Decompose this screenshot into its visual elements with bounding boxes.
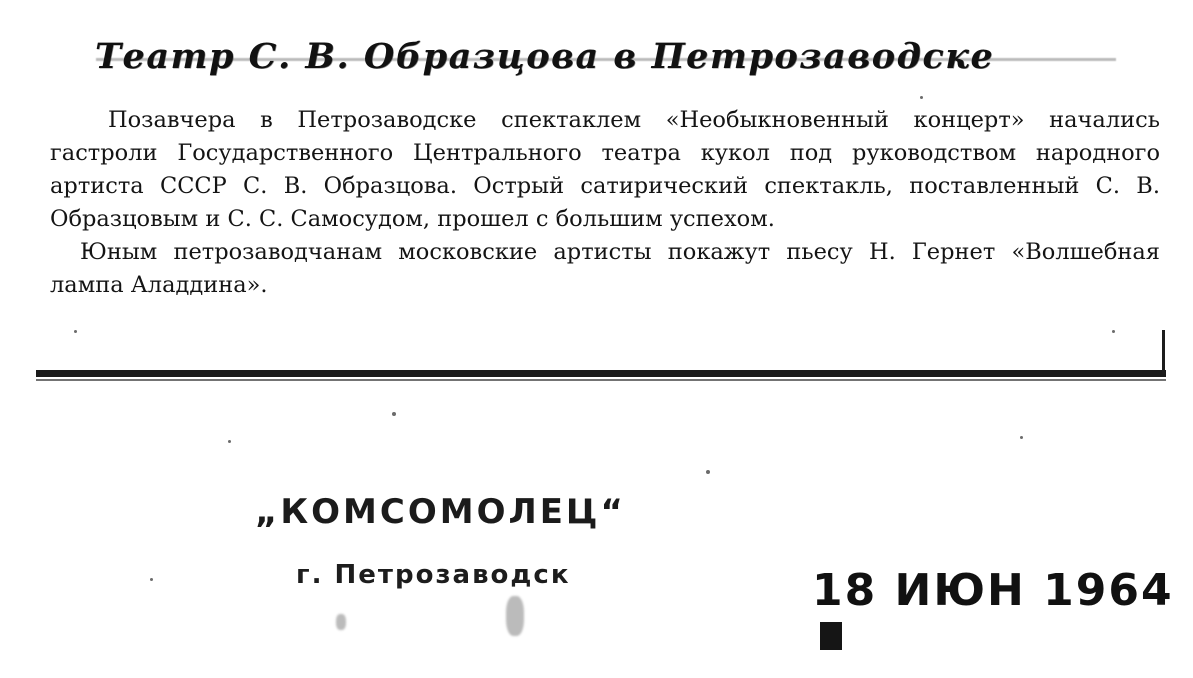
headline-smudge — [96, 58, 1116, 61]
clipping-bottom-rule — [36, 370, 1166, 377]
paper-speck — [1020, 436, 1023, 439]
article-headline: Театр С. В. Образцова в Петрозаводске — [95, 36, 995, 77]
paper-speck — [228, 440, 231, 443]
stamp-city: г. Петрозаводск — [296, 560, 571, 590]
paper-speck — [74, 330, 77, 333]
stamp-block — [0, 400, 1193, 678]
paper-speck — [706, 470, 710, 474]
ink-smudge — [506, 596, 524, 636]
clipping-bottom-rule-secondary — [36, 379, 1166, 381]
article-paragraph: Позавчера в Петрозаводске спектаклем «Необыкновенный концерт» начались гастроли Государственного Центрального театра кукол под руководством народного артиста СССР С. В. Образцова. Острый сатирический спектакль, поставленный С. В. Образцовым и С. С. Самосудом, прошел с большим успехом. — [50, 107, 1160, 232]
paper-speck — [920, 96, 923, 99]
clipping-edge-tick — [1162, 330, 1165, 374]
stamp-date-ink-blot — [820, 622, 842, 650]
ink-smudge — [336, 614, 346, 630]
paper-speck — [392, 412, 396, 416]
article-body — [50, 104, 1160, 302]
stamp-newspaper-name: „КОМСОМОЛЕЦ“ — [255, 492, 626, 532]
stamp-date: 18 ИЮН 1964 — [812, 565, 1174, 616]
paper-speck — [150, 578, 153, 581]
article-paragraph: Юным петрозаводчанам московские артисты покажут пьесу Н. Гернет «Волшебная лампа Аладдина». — [50, 239, 1160, 298]
paper-speck — [1112, 330, 1115, 333]
